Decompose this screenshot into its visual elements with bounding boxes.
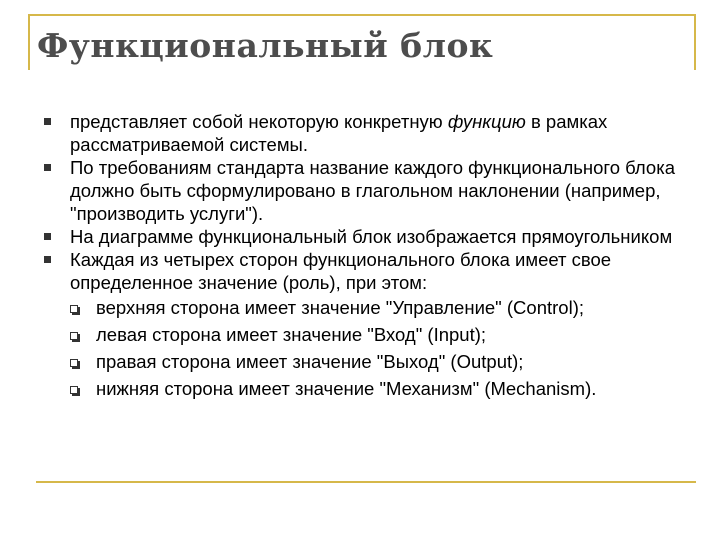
bullet-list [44,110,694,402]
title-frame-right-rule [694,14,696,70]
square-bullet-icon [44,118,51,125]
bullet-item-diagram-shape [44,225,694,248]
bottom-divider-rule [36,481,696,483]
sub-item-text: правая сторона имеет значение "Выход" (Output); [96,351,524,372]
sub-item-text: нижняя сторона имеет значение "Механизм" (Mechanism). [96,378,597,399]
square-bullet-icon [44,233,51,240]
square-bullet-icon [44,164,51,171]
bullet-text-before: представляет собой некоторую конкретную [70,111,448,132]
sub-item-control [70,294,694,321]
shadowed-box-bullet-icon [70,359,78,367]
bullet-text: По требованиям стандарта название каждого функционального блока должно быть сформулировано в глагольном наклонении (например, "производить услуги"). [70,157,676,224]
bullet-text: На диаграмме функциональный блок изображается прямоугольником [70,226,673,247]
shadowed-box-bullet-icon [70,332,78,340]
sub-item-output [70,348,694,375]
bullet-text: Каждая из четырех сторон функционального блока имеет свое определенное значение (роль), при этом: [70,249,612,293]
bullet-item-definition [44,110,694,156]
title-frame-left-rule [28,14,30,70]
shadowed-box-bullet-icon [70,386,78,394]
bullet-item-naming-rule [44,156,694,225]
bullet-item-four-sides [44,248,694,402]
bullet-text-after: в рамках рассматриваемой системы. [70,111,608,155]
shadowed-box-bullet-icon [70,305,78,313]
sub-item-text: верхняя сторона имеет значение "Управление" (Control); [96,297,584,318]
title-frame-top-rule [28,14,696,16]
slide-body [44,110,694,402]
sub-item-input [70,321,694,348]
sub-item-mechanism [70,375,694,402]
slide-title: Функциональный блок [37,26,494,65]
bullet-text-emphasis: функцию [447,111,526,132]
sub-bullet-list [70,294,694,402]
square-bullet-icon [44,256,51,263]
sub-item-text: левая сторона имеет значение "Вход" (Input); [96,324,487,345]
